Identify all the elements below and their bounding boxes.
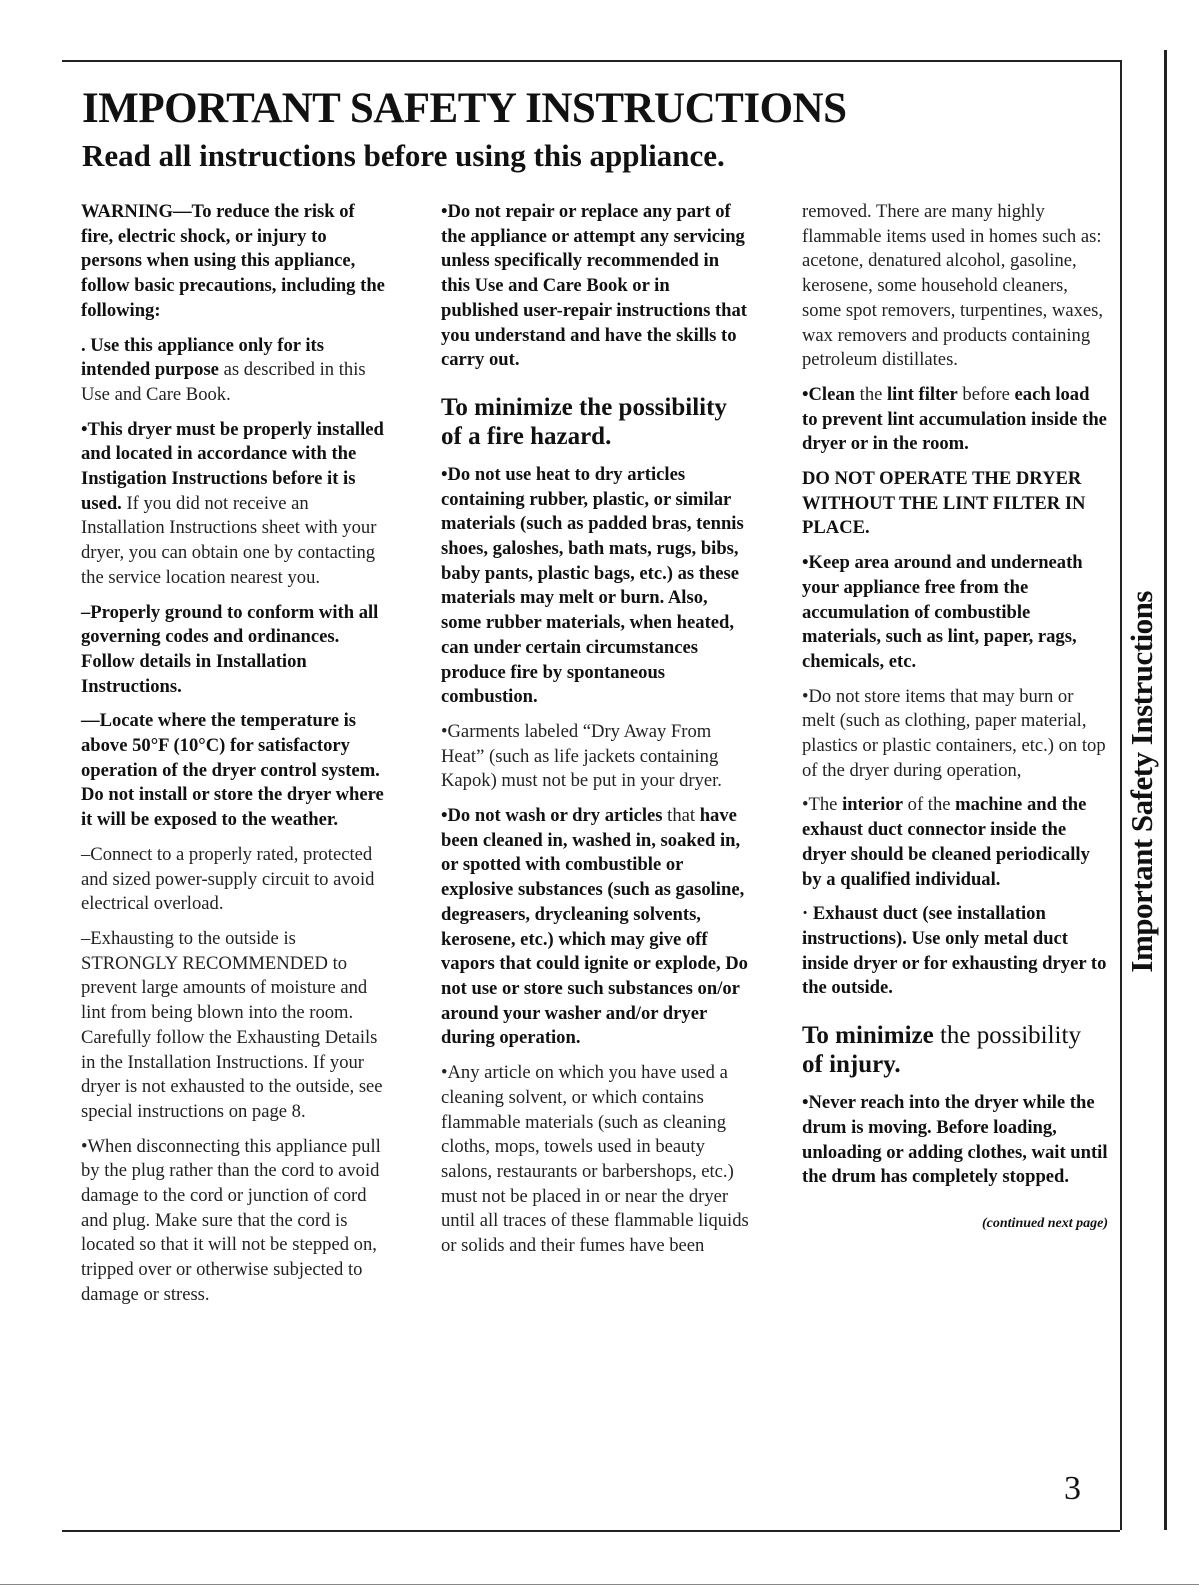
page-number: 3 xyxy=(1064,1470,1081,1507)
exhaust-duct-paragraph: · Exhaust duct (see installation instructions). Use only metal duct inside dryer or for exhausting dryer to the outside. xyxy=(802,903,1107,999)
do-not-operate-paragraph: DO NOT OPERATE THE DRYER WITHOUT THE LINT FILTER IN PLACE. xyxy=(802,468,1086,539)
garments-paragraph: •Garments labeled “Dry Away From Heat” (such as life jackets containing Kapok) must not be put in your dryer. xyxy=(441,720,722,792)
ground-paragraph: –Properly ground to conform with all governing codes and ordinances. Follow details in Installation Instructions. xyxy=(81,601,379,697)
bottom-rule xyxy=(62,1530,1120,1532)
interior-l1: •The xyxy=(802,794,843,816)
clean-l2: before xyxy=(957,383,1015,405)
wash-bold: •Do not wash or dry articles xyxy=(441,805,663,827)
repair-paragraph: •Do not repair or replace any part of the appliance or attempt any servicing unless specifically recommended in this Use and Care Book or in published user-repair instructions that you understand and have the skills to carry out. xyxy=(441,201,747,371)
column-1 xyxy=(81,200,387,1318)
column-3 xyxy=(802,200,1108,1237)
intended-use-bold: . Use this appliance only for its intended purpose xyxy=(81,334,324,381)
clean-filter-paragraph xyxy=(802,383,1108,457)
side-tab-rule-right xyxy=(1164,50,1167,1530)
locate-paragraph: —Locate where the temperature is above 50°F (10°C) for satisfactory operation of the dryer control system. Do not install or store the dryer where it will be exposed to the weather. xyxy=(81,710,384,831)
injury-b1: To minimize xyxy=(802,1022,934,1050)
clean-l1: the xyxy=(855,383,888,405)
keep-paragraph: •Keep area around and underneath your appliance free from the accumulation of combustible materials, such as lint, paper, rags, chemicals, etc. xyxy=(802,552,1083,672)
interior-paragraph xyxy=(802,793,1108,892)
wash-light: that xyxy=(662,805,696,827)
installation-light: If you did not receive an Installation Instructions sheet with your dryer, you can obtain one by contacting the service location nearest you. xyxy=(81,492,377,588)
connect-paragraph: –Connect to a properly rated, protected and sized power-supply circuit to avoid electrical overload. xyxy=(81,843,375,915)
warning-paragraph: WARNING—To reduce the risk of fire, electric shock, or injury to persons when using this appliance, follow basic precautions, including the following: xyxy=(81,201,385,321)
exhaust-paragraph: –Exhausting to the outside is STRONGLY RECOMMENDED to prevent large amounts of moisture and lint from being blown into the room. Carefully follow the Exhausting Details in the Installation Instructions. If your dryer is not exhausted to the outside, see special instructions on page 8. xyxy=(81,927,383,1122)
clean-b3: each load to prevent lint accumulation inside the dryer or in the room. xyxy=(802,383,1107,455)
injury-l: the possibility xyxy=(933,1022,1081,1050)
clean-b2: lint filter xyxy=(887,383,958,405)
page-subtitle: Read all instructions before using this appliance. xyxy=(82,138,725,173)
installation-paragraph xyxy=(81,418,387,591)
installation-bold: •This dryer must be properly installed and located in accordance with the Instigation Instructions before it is used. xyxy=(81,418,384,514)
top-rule xyxy=(62,60,1122,62)
interior-l2: of the xyxy=(903,794,956,816)
wash-paragraph xyxy=(441,804,749,1051)
side-tab-label: Important Safety Instructions xyxy=(1124,591,1159,973)
removed-paragraph: removed. There are many highly flammable items used in homes such as: acetone, denatured alcohol, gasoline, kerosene, some household cleaners, some spot removers, turpentines, waxes, wax removers and products containing petroleum distillates. xyxy=(802,201,1104,371)
column-2 xyxy=(441,200,749,1269)
injury-b2: of injury. xyxy=(802,1051,901,1079)
intended-use-light: as described in this Use and Care Book. xyxy=(81,359,366,405)
fire-hazard-heading: To minimize the possibility of a fire hazard. xyxy=(441,393,727,450)
continued-note: (continued next page) xyxy=(982,1215,1108,1231)
clean-b1: •Clean xyxy=(802,383,855,405)
page-title: IMPORTANT SAFETY INSTRUCTIONS xyxy=(82,85,847,132)
wash-rest: have been cleaned in, washed in, soaked in, or spotted with combustible or explosive substances (such as gasoline, degreasers, drycleaning solvents, kerosene, etc.) which may give off vapors that could ignite or explode, Do not use or store such substances on/or around your washer and/or dryer during operation. xyxy=(441,805,748,1049)
store-paragraph: •Do not store items that may burn or melt (such as clothing, paper material, plastics or plastic containers, etc.) on top of the dryer during operation, xyxy=(802,685,1106,781)
intended-use-paragraph xyxy=(81,334,387,408)
any-article-paragraph: •Any article on which you have used a cleaning solvent, or which contains flammable materials (such as cleaning cloths, mops, towels used in beauty salons, restaurants or barbershops, etc.) must not be placed in or near the dryer until all traces of these flammable liquids or solids and their fumes have been xyxy=(441,1062,749,1257)
disconnect-paragraph: •When disconnecting this appliance pull by the plug rather than the cord to avoid damage to the cord or junction of cord and plug. Make sure that the cord is located so that it will not be stepped on, tripped over or otherwise subjected to damage or stress. xyxy=(81,1135,381,1305)
side-tab xyxy=(1120,562,1164,1002)
injury-heading xyxy=(802,1021,1108,1079)
never-reach-paragraph: •Never reach into the dryer while the drum is moving. Before loading, unloading or adding clothes, wait until the drum has completely stopped. xyxy=(802,1092,1108,1188)
interior-b2: machine and the exhaust duct connector inside the dryer should be cleaned periodically by a qualified individual. xyxy=(802,794,1090,890)
page-edge-rule xyxy=(0,1584,1199,1585)
heat-paragraph: •Do not use heat to dry articles containing rubber, plastic, or similar materials (such as padded bras, tennis shoes, galoshes, bath mats, rugs, bibs, baby pants, plastic bags, etc.) as these materials may melt or burn. Also, some rubber materials, when heated, can under certain circumstances produce fire by spontaneous combustion. xyxy=(441,463,744,708)
interior-b1: interior xyxy=(842,794,903,816)
